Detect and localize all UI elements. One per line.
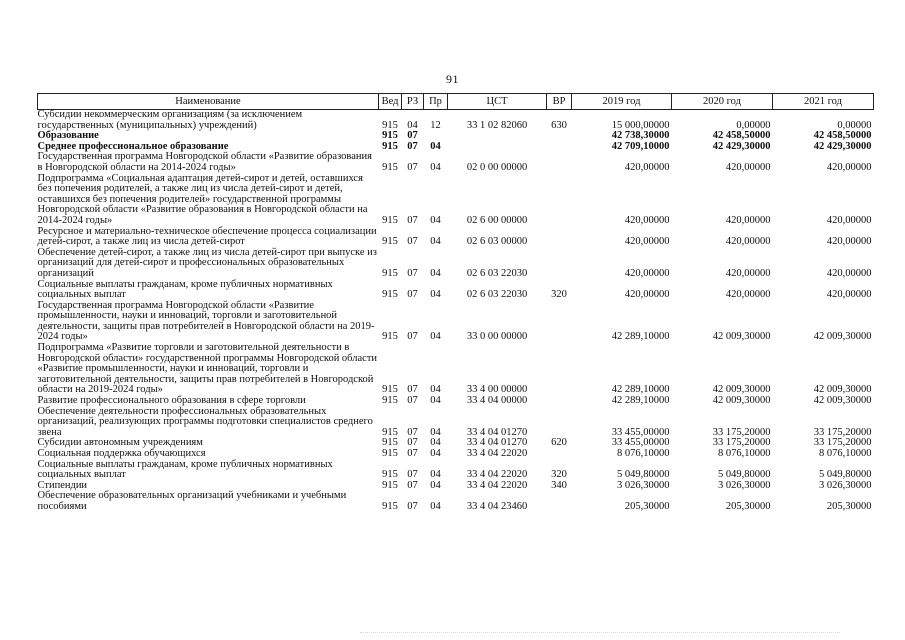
row-2021: 420,00000 <box>826 236 872 248</box>
table-row <box>38 460 874 481</box>
row-2021: 42 009,30000 <box>813 384 872 396</box>
row-2019: 420,00000 <box>624 236 670 248</box>
row-2020: 420,00000 <box>725 289 771 301</box>
row-rz: 07 <box>407 331 418 343</box>
row-ved: 915 <box>382 384 398 396</box>
row-cst: 33 4 00 00000 <box>466 384 528 396</box>
page-number: 91 <box>446 72 459 86</box>
row-2019: 5 049,80000 <box>617 469 670 481</box>
row-2021: 42 429,30000 <box>813 140 872 152</box>
row-2021: 42 009,30000 <box>813 331 872 343</box>
header-2021: 2021 год <box>773 94 874 110</box>
row-pr: 04 <box>430 426 441 438</box>
table-row <box>38 343 874 396</box>
row-vr: 620 <box>551 437 567 449</box>
row-pr: 04 <box>430 448 441 459</box>
row-name: Социальные выплаты гражданам, кроме публичных нормативных социальных выплат <box>37 458 333 481</box>
row-2020: 420,00000 <box>725 161 771 173</box>
row-2020: 33 175,20000 <box>712 426 771 438</box>
table-row <box>38 301 874 343</box>
row-vr <box>547 449 572 460</box>
row-2021: 42 009,30000 <box>813 395 872 407</box>
row-rz: 07 <box>407 161 418 173</box>
row-name: Обеспечение детей-сирот, а также лиц из числа детей-сирот при выпуске из организаций для детей-сирот и профессиональных образовательных организаций <box>37 246 377 279</box>
header-vr: ВР <box>547 94 572 110</box>
table-body <box>38 110 874 513</box>
row-rz: 07 <box>407 426 418 438</box>
row-name: Среднее профессиональное образование <box>37 140 229 152</box>
row-pr: 04 <box>430 395 441 407</box>
row-2021: 3 026,30000 <box>819 479 872 491</box>
row-vr <box>547 174 572 227</box>
row-vr <box>547 248 572 280</box>
row-vr: 340 <box>551 479 567 491</box>
table-row <box>38 407 874 439</box>
row-name: Подпрограмма «Развитие торговли и заготовительной деятельности в Новгородской области» государственной программы Новгородской области «Развитие промышленности, науки и инноваций, торговли и заготовительной деятельности, защиты прав потребителей в Новгородской области на 2019-2024 годы» <box>37 342 378 396</box>
row-ved: 915 <box>382 119 398 131</box>
row-2020: 42 458,50000 <box>712 130 771 142</box>
row-vr: 320 <box>551 289 567 301</box>
row-cst: 02 6 03 22030 <box>466 289 528 301</box>
row-2020: 5 049,80000 <box>718 469 771 481</box>
row-2019: 42 289,10000 <box>611 395 670 407</box>
row-2020: 42 009,30000 <box>712 331 771 343</box>
row-vr <box>547 396 572 407</box>
table-row <box>38 491 874 512</box>
row-cst <box>448 131 547 142</box>
row-2019: 33 455,00000 <box>611 426 670 438</box>
row-pr: 04 <box>430 384 441 396</box>
row-ved: 915 <box>382 469 398 481</box>
table-header <box>38 94 874 110</box>
row-pr: 04 <box>430 140 441 152</box>
row-cst: 33 4 04 22020 <box>466 469 528 481</box>
row-2020: 33 175,20000 <box>712 437 771 449</box>
budget-table <box>37 93 874 513</box>
row-ved: 915 <box>382 479 398 491</box>
row-rz: 07 <box>407 437 418 449</box>
row-pr: 04 <box>430 161 441 173</box>
row-pr: 04 <box>430 437 441 449</box>
row-rz: 07 <box>407 395 418 407</box>
row-name: Государственная программа Новгородской области «Развитие промышленности, науки и инноваций, торговли и заготовительной деятельности, защиты прав потребителей в Новгородской области на 2019-2024 годы» <box>37 299 375 343</box>
header-ved: Вед <box>379 94 402 110</box>
row-2020: 8 076,10000 <box>718 448 771 459</box>
row-vr <box>547 142 572 153</box>
row-vr <box>547 407 572 439</box>
row-name: Развитие профессионального образования в сфере торговли <box>37 395 306 407</box>
row-name: Субсидии некоммерческим организациям (за исключением государственных (муниципальных) учреждений) <box>37 109 303 131</box>
row-pr: 04 <box>430 214 441 226</box>
row-2021: 420,00000 <box>826 289 872 301</box>
table-row <box>38 174 874 227</box>
row-ved: 915 <box>382 214 398 226</box>
header-cst: ЦСТ <box>448 94 547 110</box>
row-2019: 420,00000 <box>624 267 670 279</box>
row-2020: 42 009,30000 <box>712 395 771 407</box>
row-pr: 04 <box>430 236 441 248</box>
row-ved: 915 <box>382 236 398 248</box>
row-2021: 33 175,20000 <box>813 437 872 449</box>
row-2020: 420,00000 <box>725 267 771 279</box>
row-name: Субсидии автономным учреждениям <box>37 437 203 449</box>
row-vr: 630 <box>551 119 567 131</box>
row-ved: 915 <box>382 130 398 142</box>
table-row <box>38 227 874 248</box>
row-pr: 04 <box>430 289 441 301</box>
table-row <box>38 280 874 301</box>
row-2020: 205,30000 <box>725 500 771 512</box>
table-row <box>38 152 874 173</box>
row-cst: 33 0 00 00000 <box>466 331 528 343</box>
row-pr: 04 <box>430 500 441 512</box>
row-cst: 02 6 00 00000 <box>466 214 528 226</box>
row-cst: 33 4 04 23460 <box>466 500 528 512</box>
row-2019: 33 455,00000 <box>611 437 670 449</box>
row-ved: 915 <box>382 426 398 438</box>
row-ved: 915 <box>382 140 398 152</box>
row-ved: 915 <box>382 437 398 449</box>
row-vr <box>547 301 572 343</box>
row-cst: 02 6 03 22030 <box>466 267 528 279</box>
row-2020: 42 009,30000 <box>712 384 771 396</box>
row-2019: 420,00000 <box>624 289 670 301</box>
row-rz: 07 <box>407 384 418 396</box>
table-row <box>38 110 874 132</box>
row-rz: 07 <box>407 267 418 279</box>
header-pr: Пр <box>424 94 448 110</box>
row-2021: 420,00000 <box>826 267 872 279</box>
row-name: Государственная программа Новгородской области «Развитие образования в Новгородской области на 2014-2024 годы» <box>37 151 372 173</box>
row-2019: 42 738,30000 <box>611 130 670 142</box>
row-ved: 915 <box>382 289 398 301</box>
row-rz: 07 <box>407 469 418 481</box>
row-pr: 12 <box>430 119 441 131</box>
row-rz: 07 <box>407 479 418 491</box>
header-rz: РЗ <box>402 94 424 110</box>
row-2019: 42 709,10000 <box>611 140 670 152</box>
row-rz: 07 <box>407 214 418 226</box>
row-rz: 07 <box>407 236 418 248</box>
row-name: Образование <box>37 130 99 142</box>
row-cst: 33 4 04 22020 <box>466 479 528 491</box>
row-2019: 42 289,10000 <box>611 384 670 396</box>
row-rz: 07 <box>407 448 418 459</box>
row-2019: 42 289,10000 <box>611 331 670 343</box>
row-rz: 07 <box>407 140 418 152</box>
row-name: Ресурсное и материально-техническое обеспечение процесса социализации детей-сирот, а также лиц из числа детей-сирот <box>37 225 377 248</box>
row-2020: 0,00000 <box>736 119 771 131</box>
row-name: Социальная поддержка обучающихся <box>37 448 206 459</box>
row-ved: 915 <box>382 331 398 343</box>
row-ved: 915 <box>382 448 398 459</box>
row-name: Обеспечение деятельности профессиональных образовательных организаций, реализующих программы подготовки специалистов среднего звена <box>37 405 373 438</box>
row-cst <box>448 142 547 153</box>
row-cst: 33 1 02 82060 <box>466 119 528 131</box>
row-cst: 33 4 04 01270 <box>466 426 528 438</box>
row-2019: 3 026,30000 <box>617 479 670 491</box>
row-cst: 33 4 04 01270 <box>466 437 528 449</box>
row-2020: 420,00000 <box>725 236 771 248</box>
row-vr <box>547 152 572 173</box>
row-cst: 33 4 04 00000 <box>466 395 528 407</box>
row-vr <box>547 491 572 512</box>
row-vr <box>547 343 572 396</box>
row-rz: 07 <box>407 500 418 512</box>
row-2021: 0,00000 <box>837 119 872 131</box>
scan-artifact-line <box>360 632 840 637</box>
row-2021: 205,30000 <box>826 500 872 512</box>
row-2021: 420,00000 <box>826 161 872 173</box>
row-2019: 8 076,10000 <box>617 448 670 459</box>
row-name: Социальные выплаты гражданам, кроме публичных нормативных социальных выплат <box>37 278 333 301</box>
row-pr: 04 <box>430 479 441 491</box>
row-2021: 8 076,10000 <box>819 448 872 459</box>
row-ved: 915 <box>382 395 398 407</box>
header-2020: 2020 год <box>672 94 773 110</box>
table-row <box>38 449 874 460</box>
row-2021: 420,00000 <box>826 214 872 226</box>
row-ved: 915 <box>382 267 398 279</box>
row-2019: 205,30000 <box>624 500 670 512</box>
row-2020: 3 026,30000 <box>718 479 771 491</box>
row-2019: 15 000,00000 <box>611 119 670 131</box>
row-cst: 02 6 03 00000 <box>466 236 528 248</box>
row-cst: 02 0 00 00000 <box>466 161 528 173</box>
row-2021: 33 175,20000 <box>813 426 872 438</box>
row-vr: 320 <box>551 469 567 481</box>
row-name: Стипендии <box>37 479 88 491</box>
table-row <box>38 248 874 280</box>
row-name: Подпрограмма «Социальная адаптация детей-сирот и детей, оставшихся без попечения родителей, а также лиц из числа детей-сирот и детей, оставшихся без попечения родителей» государственной программы Новгородской области «Развитие образования в Новгородской области на 2014-2024 годы» <box>37 172 368 226</box>
row-name: Обеспечение образовательных организаций учебниками и учебными пособиями <box>37 490 347 512</box>
header-name: Наименование <box>38 94 379 110</box>
row-rz: 04 <box>407 119 418 131</box>
row-cst: 33 4 04 22020 <box>466 448 528 459</box>
row-ved: 915 <box>382 500 398 512</box>
row-pr: 04 <box>430 469 441 481</box>
row-ved: 915 <box>382 161 398 173</box>
row-rz: 07 <box>407 130 418 142</box>
row-2019: 420,00000 <box>624 214 670 226</box>
row-vr <box>547 227 572 248</box>
row-pr: 04 <box>430 267 441 279</box>
row-2021: 42 458,50000 <box>813 130 872 142</box>
row-rz: 07 <box>407 289 418 301</box>
row-2020: 42 429,30000 <box>712 140 771 152</box>
row-2021: 5 049,80000 <box>819 469 872 481</box>
row-2020: 420,00000 <box>725 214 771 226</box>
row-pr: 04 <box>430 331 441 343</box>
header-2019: 2019 год <box>572 94 672 110</box>
row-2019: 420,00000 <box>624 161 670 173</box>
row-vr <box>547 131 572 142</box>
